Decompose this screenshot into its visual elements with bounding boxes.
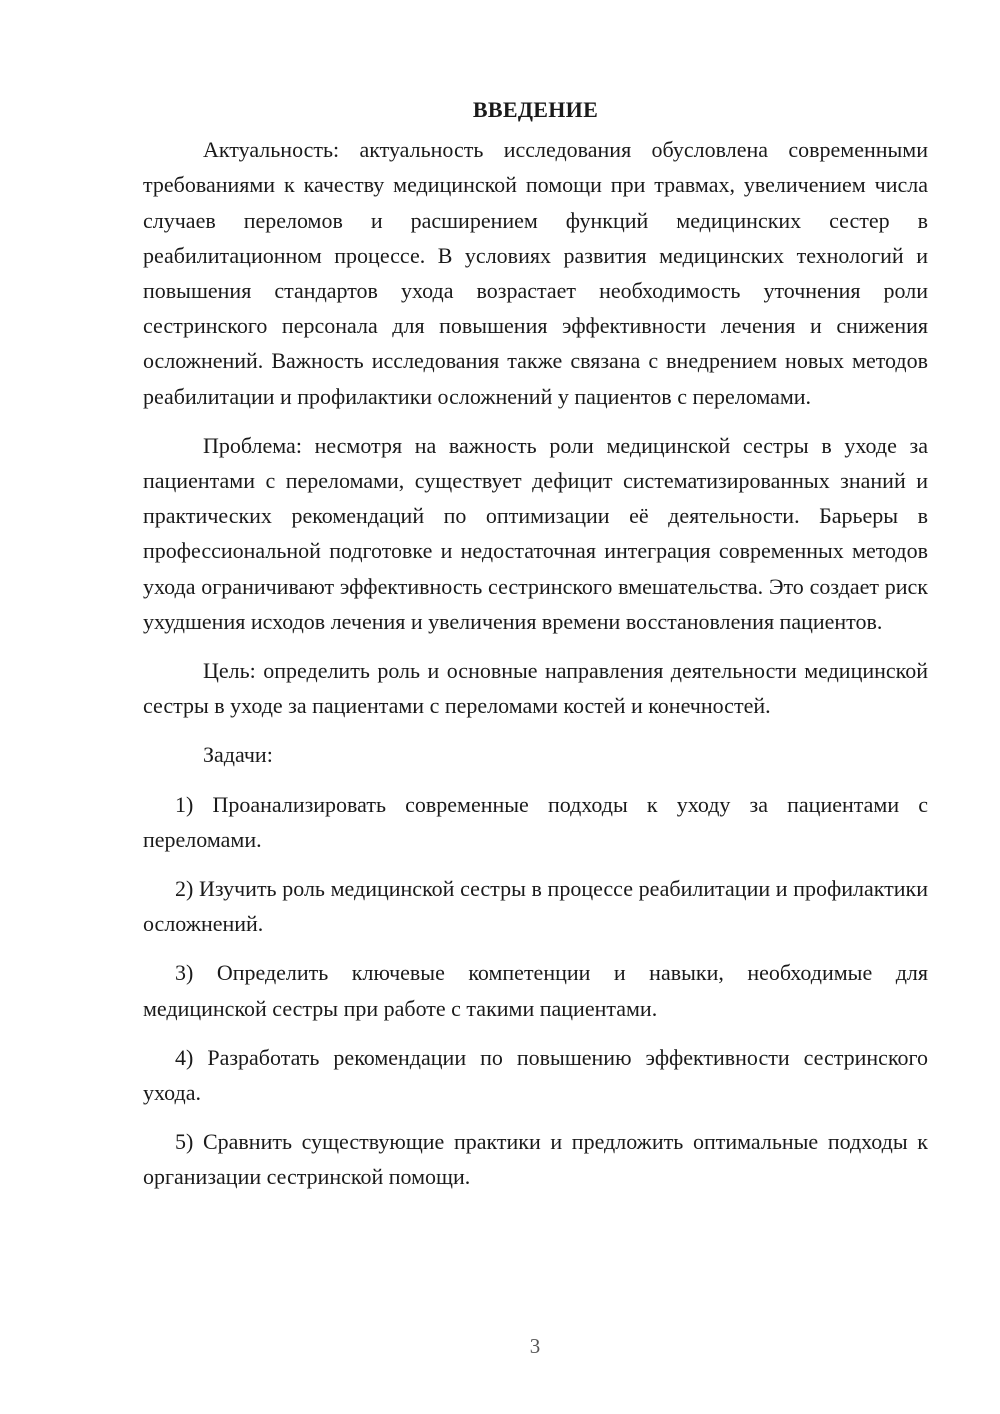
problem-paragraph: Проблема: несмотря на важность роли медицинской сестры в уходе за пациентами с переломами, существует дефицит систематизированных знаний и практических рекомендаций по оптимизации её деятельности. Барьеры в профессиональной подготовке и недостаточная интеграция современных методов ухода ограничивают эффективность сестринского вмешательства. Это создает риск ухудшения исходов лечения и увеличения времени восстановления пациентов. bbox=[143, 432, 928, 634]
task-item-4: 4) Разработать рекомендации по повышению эффективности сестринского ухода. bbox=[143, 1044, 928, 1106]
relevance-paragraph: Актуальность: актуальность исследования обусловлена современными требованиями к качеству медицинской помощи при травмах, увеличением числа случаев переломов и расширением функций медицинских сестер в реабилитационном процессе. В условиях развития медицинских технологий и повышения стандартов ухода возрастает необходимость уточнения роли сестринского персонала для повышения эффективности лечения и снижения осложнений. Важность исследования также связана с внедрением новых методов реабилитации и профилактики осложнений у пациентов с переломами. bbox=[143, 137, 928, 409]
section-heading: ВВЕДЕНИЕ bbox=[472, 97, 599, 122]
task-item-1: 1) Проанализировать современные подходы к уходу за пациентами с переломами. bbox=[143, 791, 928, 852]
task-item-2: 2) Изучить роль медицинской сестры в процессе реабилитации и профилактики осложнений. bbox=[143, 876, 928, 937]
page-number: 3 bbox=[529, 1334, 541, 1358]
document-page bbox=[143, 92, 928, 1195]
tasks-label: Задачи: bbox=[203, 742, 273, 768]
goal-paragraph: Цель: определить роль и основные направления деятельности медицинской сестры в уходе за пациентами с переломами костей и конечностей. bbox=[143, 658, 928, 719]
task-item-5: 5) Сравнить существующие практики и предложить оптимальные подходы к организации сестринской помощи. bbox=[143, 1129, 928, 1190]
task-item-3: 3) Определить ключевые компетенции и навыки, необходимые для медицинской сестры при работе с такими пациентами. bbox=[143, 960, 928, 1021]
